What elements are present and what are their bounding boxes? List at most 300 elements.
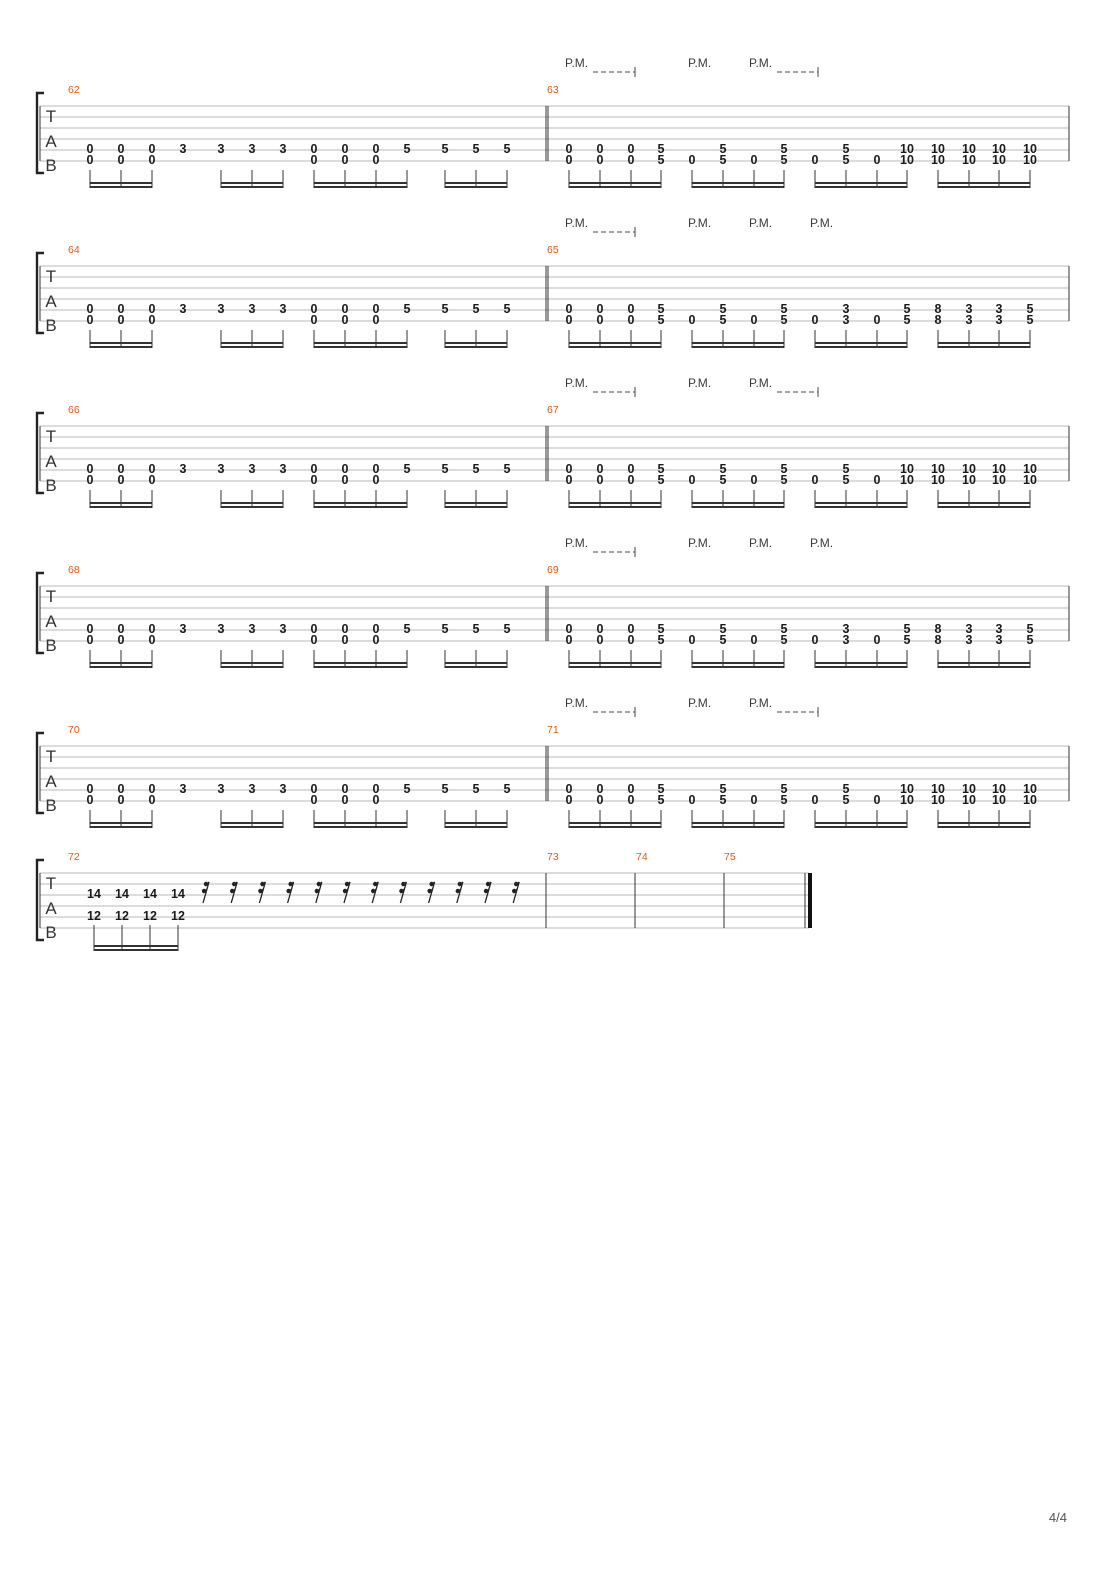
fret-number: 5 bbox=[719, 302, 727, 316]
fret-number: 0 bbox=[148, 313, 156, 327]
fret-number: 0 bbox=[86, 622, 94, 636]
tab-system-final bbox=[37, 851, 810, 950]
fret-number: 0 bbox=[310, 473, 318, 487]
palm-mute-label: P.M. bbox=[810, 536, 834, 550]
fret-number: 5 bbox=[503, 302, 511, 316]
sixteenth-rest bbox=[371, 882, 378, 903]
fret-number: 8 bbox=[934, 622, 942, 636]
fret-number: 0 bbox=[873, 633, 881, 647]
fret-number: 0 bbox=[310, 153, 318, 167]
fret-number: 5 bbox=[780, 793, 788, 807]
tab-clef-a: A bbox=[45, 132, 57, 151]
fret-number: 10 bbox=[992, 462, 1006, 476]
fret-number: 3 bbox=[248, 622, 256, 636]
fret-number: 0 bbox=[148, 622, 156, 636]
fret-number: 0 bbox=[372, 622, 380, 636]
fret-number: 0 bbox=[811, 633, 819, 647]
tab-clef-a: A bbox=[45, 612, 57, 631]
fret-number: 0 bbox=[750, 633, 758, 647]
fret-number: 0 bbox=[117, 622, 125, 636]
fret-number: 10 bbox=[992, 142, 1006, 156]
fret-number: 3 bbox=[248, 302, 256, 316]
fret-number: 5 bbox=[780, 622, 788, 636]
fret-number: 0 bbox=[627, 473, 635, 487]
fret-number: 0 bbox=[565, 633, 573, 647]
fret-number: 5 bbox=[842, 142, 850, 156]
fret-number: 5 bbox=[903, 633, 911, 647]
fret-number: 0 bbox=[148, 302, 156, 316]
fret-number: 10 bbox=[900, 473, 914, 487]
fret-number: 0 bbox=[565, 302, 573, 316]
fret-number: 0 bbox=[811, 473, 819, 487]
fret-number: 3 bbox=[179, 782, 187, 796]
fret-number: 3 bbox=[217, 302, 225, 316]
tab-clef-b: B bbox=[45, 923, 57, 942]
fret-number: 0 bbox=[310, 782, 318, 796]
fret-number: 0 bbox=[811, 153, 819, 167]
fret-number: 5 bbox=[441, 302, 449, 316]
fret-number: 5 bbox=[842, 153, 850, 167]
fret-number: 5 bbox=[1026, 302, 1034, 316]
sixteenth-rest bbox=[484, 882, 491, 903]
measure-number: 67 bbox=[547, 404, 559, 416]
fret-number: 0 bbox=[372, 313, 380, 327]
measure-number: 68 bbox=[68, 564, 80, 576]
fret-number: 10 bbox=[900, 793, 914, 807]
fret-number: 5 bbox=[719, 633, 727, 647]
tab-clef-a: A bbox=[45, 452, 57, 471]
fret-number: 5 bbox=[441, 462, 449, 476]
fret-number: 10 bbox=[900, 782, 914, 796]
fret-number: 5 bbox=[657, 793, 665, 807]
fret-number: 0 bbox=[148, 633, 156, 647]
fret-number: 0 bbox=[596, 302, 604, 316]
fret-number: 0 bbox=[565, 782, 573, 796]
fret-number: 0 bbox=[341, 793, 349, 807]
fret-number: 0 bbox=[688, 633, 696, 647]
fret-number: 0 bbox=[341, 782, 349, 796]
fret-number: 0 bbox=[688, 153, 696, 167]
fret-number: 5 bbox=[403, 622, 411, 636]
fret-number: 5 bbox=[472, 622, 480, 636]
fret-number: 5 bbox=[780, 462, 788, 476]
fret-number: 3 bbox=[217, 782, 225, 796]
fret-number: 0 bbox=[750, 313, 758, 327]
fret-number: 5 bbox=[780, 313, 788, 327]
fret-number: 12 bbox=[171, 909, 185, 923]
fret-number: 0 bbox=[86, 462, 94, 476]
fret-number: 14 bbox=[87, 887, 101, 901]
fret-number: 8 bbox=[934, 313, 942, 327]
fret-number: 10 bbox=[931, 142, 945, 156]
measure-number: 70 bbox=[68, 724, 80, 736]
page-number: 4/4 bbox=[1048, 1510, 1067, 1525]
fret-number: 5 bbox=[657, 313, 665, 327]
fret-number: 0 bbox=[148, 153, 156, 167]
fret-number: 0 bbox=[627, 153, 635, 167]
measure-number: 63 bbox=[547, 84, 559, 96]
tab-clef-t: T bbox=[45, 747, 57, 766]
fret-number: 0 bbox=[148, 782, 156, 796]
fret-number: 3 bbox=[248, 462, 256, 476]
fret-number: 0 bbox=[341, 153, 349, 167]
fret-number: 0 bbox=[596, 622, 604, 636]
fret-number: 5 bbox=[472, 302, 480, 316]
tab-system bbox=[37, 376, 1069, 508]
fret-number: 5 bbox=[780, 633, 788, 647]
fret-number: 10 bbox=[962, 462, 976, 476]
fret-number: 5 bbox=[719, 142, 727, 156]
fret-number: 0 bbox=[117, 153, 125, 167]
fret-number: 3 bbox=[995, 622, 1003, 636]
palm-mute-label: P.M. bbox=[565, 376, 589, 390]
fret-number: 0 bbox=[341, 462, 349, 476]
fret-number: 0 bbox=[372, 633, 380, 647]
fret-number: 5 bbox=[780, 473, 788, 487]
fret-number: 5 bbox=[657, 302, 665, 316]
fret-number: 0 bbox=[341, 313, 349, 327]
fret-number: 0 bbox=[310, 313, 318, 327]
fret-number: 0 bbox=[310, 302, 318, 316]
fret-number: 0 bbox=[372, 782, 380, 796]
fret-number: 5 bbox=[719, 782, 727, 796]
palm-mute-label: P.M. bbox=[565, 56, 589, 70]
fret-number: 0 bbox=[565, 793, 573, 807]
fret-number: 10 bbox=[1023, 782, 1037, 796]
fret-number: 8 bbox=[934, 302, 942, 316]
fret-number: 3 bbox=[995, 302, 1003, 316]
measure-number: 64 bbox=[68, 244, 80, 256]
fret-number: 0 bbox=[750, 793, 758, 807]
palm-mute-label: P.M. bbox=[565, 696, 589, 710]
fret-number: 10 bbox=[931, 793, 945, 807]
measure-number: 72 bbox=[68, 851, 80, 863]
fret-number: 10 bbox=[900, 153, 914, 167]
fret-number: 10 bbox=[962, 793, 976, 807]
measure-number: 66 bbox=[68, 404, 80, 416]
tab-clef-b: B bbox=[45, 636, 57, 655]
fret-number: 0 bbox=[596, 633, 604, 647]
fret-number: 0 bbox=[86, 633, 94, 647]
fret-number: 0 bbox=[117, 633, 125, 647]
fret-number: 0 bbox=[750, 153, 758, 167]
fret-number: 0 bbox=[688, 473, 696, 487]
fret-number: 0 bbox=[86, 793, 94, 807]
palm-mute-label: P.M. bbox=[688, 696, 712, 710]
fret-number: 0 bbox=[596, 793, 604, 807]
fret-number: 5 bbox=[657, 142, 665, 156]
fret-number: 0 bbox=[310, 462, 318, 476]
fret-number: 5 bbox=[503, 142, 511, 156]
fret-number: 0 bbox=[310, 622, 318, 636]
fret-number: 10 bbox=[900, 142, 914, 156]
fret-number: 5 bbox=[403, 782, 411, 796]
sixteenth-rest bbox=[230, 882, 237, 903]
fret-number: 0 bbox=[148, 793, 156, 807]
fret-number: 0 bbox=[596, 473, 604, 487]
fret-number: 5 bbox=[657, 782, 665, 796]
tab-system bbox=[37, 536, 1069, 668]
measure-number: 69 bbox=[547, 564, 559, 576]
palm-mute-label: P.M. bbox=[688, 56, 712, 70]
fret-number: 5 bbox=[780, 302, 788, 316]
fret-number: 12 bbox=[115, 909, 129, 923]
fret-number: 10 bbox=[962, 142, 976, 156]
sixteenth-rest bbox=[202, 882, 209, 903]
fret-number: 10 bbox=[1023, 142, 1037, 156]
fret-number: 0 bbox=[117, 302, 125, 316]
tab-clef-b: B bbox=[45, 156, 57, 175]
palm-mute-label: P.M. bbox=[749, 216, 773, 230]
fret-number: 0 bbox=[148, 142, 156, 156]
sixteenth-rest bbox=[399, 882, 406, 903]
fret-number: 5 bbox=[403, 142, 411, 156]
tab-clef-b: B bbox=[45, 796, 57, 815]
tab-clef-t: T bbox=[45, 267, 57, 286]
palm-mute-label: P.M. bbox=[749, 536, 773, 550]
fret-number: 0 bbox=[341, 633, 349, 647]
fret-number: 5 bbox=[441, 142, 449, 156]
fret-number: 0 bbox=[117, 462, 125, 476]
fret-number: 14 bbox=[115, 887, 129, 901]
fret-number: 10 bbox=[962, 153, 976, 167]
fret-number: 5 bbox=[657, 633, 665, 647]
fret-number: 5 bbox=[1026, 633, 1034, 647]
fret-number: 0 bbox=[372, 473, 380, 487]
fret-number: 12 bbox=[87, 909, 101, 923]
tab-system bbox=[37, 216, 1069, 348]
palm-mute-label: P.M. bbox=[688, 536, 712, 550]
fret-number: 3 bbox=[995, 633, 1003, 647]
fret-number: 0 bbox=[596, 313, 604, 327]
fret-number: 3 bbox=[279, 302, 287, 316]
fret-number: 10 bbox=[900, 462, 914, 476]
fret-number: 5 bbox=[441, 622, 449, 636]
fret-number: 0 bbox=[86, 142, 94, 156]
palm-mute-label: P.M. bbox=[688, 216, 712, 230]
fret-number: 10 bbox=[931, 462, 945, 476]
fret-number: 10 bbox=[992, 473, 1006, 487]
fret-number: 0 bbox=[372, 142, 380, 156]
palm-mute-label: P.M. bbox=[749, 376, 773, 390]
fret-number: 5 bbox=[441, 782, 449, 796]
sixteenth-rest bbox=[286, 882, 293, 903]
tab-clef-a: A bbox=[45, 899, 57, 918]
fret-number: 5 bbox=[780, 153, 788, 167]
fret-number: 0 bbox=[565, 473, 573, 487]
fret-number: 0 bbox=[341, 302, 349, 316]
fret-number: 3 bbox=[248, 142, 256, 156]
fret-number: 5 bbox=[472, 782, 480, 796]
fret-number: 5 bbox=[842, 782, 850, 796]
fret-number: 5 bbox=[403, 462, 411, 476]
fret-number: 0 bbox=[627, 633, 635, 647]
measure-number: 62 bbox=[68, 84, 80, 96]
palm-mute-label: P.M. bbox=[810, 216, 834, 230]
fret-number: 3 bbox=[279, 462, 287, 476]
palm-mute-label: P.M. bbox=[565, 536, 589, 550]
fret-number: 5 bbox=[903, 622, 911, 636]
fret-number: 0 bbox=[310, 633, 318, 647]
fret-number: 5 bbox=[719, 793, 727, 807]
fret-number: 5 bbox=[903, 313, 911, 327]
fret-number: 5 bbox=[472, 142, 480, 156]
fret-number: 5 bbox=[657, 622, 665, 636]
fret-number: 5 bbox=[503, 782, 511, 796]
fret-number: 0 bbox=[873, 153, 881, 167]
measure-number: 65 bbox=[547, 244, 559, 256]
fret-number: 3 bbox=[248, 782, 256, 796]
measure-number: 71 bbox=[547, 724, 559, 736]
fret-number: 10 bbox=[1023, 793, 1037, 807]
fret-number: 0 bbox=[341, 473, 349, 487]
fret-number: 0 bbox=[86, 313, 94, 327]
fret-number: 0 bbox=[86, 782, 94, 796]
fret-number: 0 bbox=[565, 153, 573, 167]
fret-number: 10 bbox=[1023, 153, 1037, 167]
fret-number: 0 bbox=[596, 153, 604, 167]
fret-number: 0 bbox=[627, 142, 635, 156]
fret-number: 0 bbox=[148, 473, 156, 487]
fret-number: 5 bbox=[503, 462, 511, 476]
fret-number: 3 bbox=[965, 302, 973, 316]
fret-number: 5 bbox=[719, 313, 727, 327]
fret-number: 0 bbox=[873, 793, 881, 807]
fret-number: 10 bbox=[962, 473, 976, 487]
sixteenth-rest bbox=[343, 882, 350, 903]
tab-system bbox=[37, 56, 1069, 188]
sixteenth-rest bbox=[315, 882, 322, 903]
fret-number: 3 bbox=[995, 313, 1003, 327]
fret-number: 0 bbox=[341, 142, 349, 156]
fret-number: 0 bbox=[688, 793, 696, 807]
fret-number: 0 bbox=[117, 313, 125, 327]
measure-number: 73 bbox=[547, 851, 559, 863]
sixteenth-rest bbox=[427, 882, 434, 903]
fret-number: 0 bbox=[750, 473, 758, 487]
fret-number: 3 bbox=[179, 302, 187, 316]
fret-number: 0 bbox=[565, 622, 573, 636]
fret-number: 0 bbox=[117, 793, 125, 807]
fret-number: 0 bbox=[627, 622, 635, 636]
fret-number: 5 bbox=[719, 473, 727, 487]
fret-number: 10 bbox=[992, 793, 1006, 807]
fret-number: 14 bbox=[143, 887, 157, 901]
fret-number: 0 bbox=[372, 462, 380, 476]
fret-number: 5 bbox=[719, 153, 727, 167]
fret-number: 0 bbox=[86, 473, 94, 487]
fret-number: 0 bbox=[148, 462, 156, 476]
fret-number: 0 bbox=[596, 782, 604, 796]
tab-clef-a: A bbox=[45, 772, 57, 791]
tab-system bbox=[37, 696, 1069, 828]
fret-number: 10 bbox=[1023, 462, 1037, 476]
fret-number: 5 bbox=[503, 622, 511, 636]
fret-number: 10 bbox=[931, 473, 945, 487]
fret-number: 5 bbox=[780, 782, 788, 796]
fret-number: 10 bbox=[931, 782, 945, 796]
fret-number: 0 bbox=[117, 782, 125, 796]
fret-number: 3 bbox=[842, 622, 850, 636]
tab-clef-t: T bbox=[45, 587, 57, 606]
fret-number: 0 bbox=[688, 313, 696, 327]
fret-number: 5 bbox=[719, 622, 727, 636]
fret-number: 0 bbox=[565, 142, 573, 156]
palm-mute-label: P.M. bbox=[688, 376, 712, 390]
fret-number: 0 bbox=[596, 142, 604, 156]
tab-clef-t: T bbox=[45, 107, 57, 126]
fret-number: 0 bbox=[86, 153, 94, 167]
fret-number: 3 bbox=[965, 313, 973, 327]
fret-number: 0 bbox=[310, 142, 318, 156]
fret-number: 5 bbox=[403, 302, 411, 316]
fret-number: 0 bbox=[873, 473, 881, 487]
fret-number: 5 bbox=[719, 462, 727, 476]
fret-number: 10 bbox=[992, 782, 1006, 796]
fret-number: 3 bbox=[842, 633, 850, 647]
fret-number: 3 bbox=[279, 782, 287, 796]
fret-number: 0 bbox=[372, 793, 380, 807]
fret-number: 10 bbox=[1023, 473, 1037, 487]
fret-number: 5 bbox=[1026, 313, 1034, 327]
tab-clef-t: T bbox=[45, 874, 57, 893]
tab-clef-b: B bbox=[45, 316, 57, 335]
tab-clef-a: A bbox=[45, 292, 57, 311]
fret-number: 14 bbox=[171, 887, 185, 901]
measure-number: 75 bbox=[724, 851, 736, 863]
fret-number: 5 bbox=[903, 302, 911, 316]
fret-number: 0 bbox=[811, 313, 819, 327]
fret-number: 3 bbox=[217, 142, 225, 156]
fret-number: 10 bbox=[931, 153, 945, 167]
fret-number: 10 bbox=[962, 782, 976, 796]
fret-number: 12 bbox=[143, 909, 157, 923]
fret-number: 0 bbox=[310, 793, 318, 807]
fret-number: 0 bbox=[811, 793, 819, 807]
palm-mute-label: P.M. bbox=[749, 56, 773, 70]
fret-number: 0 bbox=[117, 142, 125, 156]
fret-number: 0 bbox=[627, 313, 635, 327]
fret-number: 5 bbox=[842, 473, 850, 487]
palm-mute-label: P.M. bbox=[565, 216, 589, 230]
fret-number: 0 bbox=[117, 473, 125, 487]
fret-number: 3 bbox=[279, 142, 287, 156]
fret-number: 5 bbox=[657, 153, 665, 167]
fret-number: 0 bbox=[565, 313, 573, 327]
fret-number: 0 bbox=[627, 782, 635, 796]
fret-number: 5 bbox=[1026, 622, 1034, 636]
tab-clef-b: B bbox=[45, 476, 57, 495]
fret-number: 5 bbox=[780, 142, 788, 156]
fret-number: 0 bbox=[627, 793, 635, 807]
fret-number: 3 bbox=[179, 462, 187, 476]
fret-number: 0 bbox=[627, 462, 635, 476]
sixteenth-rest bbox=[258, 882, 265, 903]
fret-number: 0 bbox=[341, 622, 349, 636]
fret-number: 0 bbox=[372, 153, 380, 167]
fret-number: 3 bbox=[179, 622, 187, 636]
fret-number: 5 bbox=[657, 473, 665, 487]
fret-number: 3 bbox=[217, 462, 225, 476]
fret-number: 3 bbox=[965, 622, 973, 636]
fret-number: 3 bbox=[965, 633, 973, 647]
fret-number: 10 bbox=[992, 153, 1006, 167]
fret-number: 0 bbox=[565, 462, 573, 476]
fret-number: 8 bbox=[934, 633, 942, 647]
fret-number: 3 bbox=[842, 302, 850, 316]
fret-number: 5 bbox=[657, 462, 665, 476]
fret-number: 5 bbox=[472, 462, 480, 476]
